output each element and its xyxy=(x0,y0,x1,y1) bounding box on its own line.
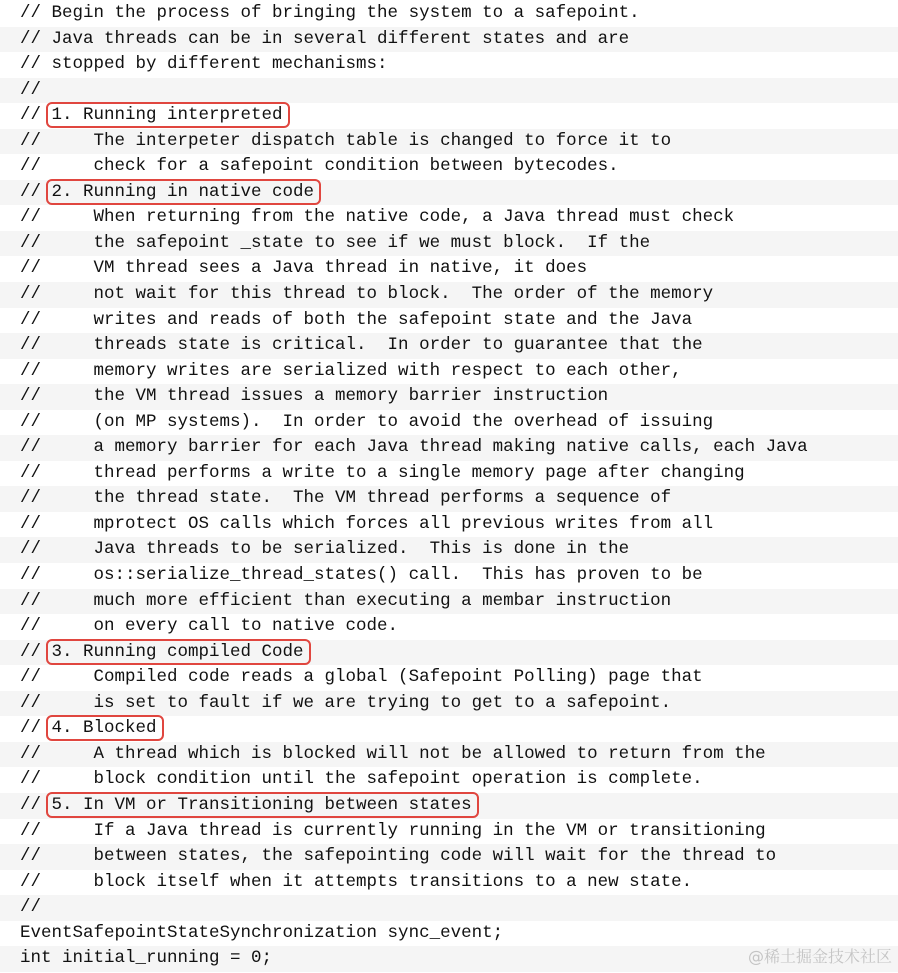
code-text: // thread performs a write to a single memory page after changing xyxy=(20,462,745,483)
code-text: // a memory barrier for each Java thread making native calls, each Java xyxy=(20,437,808,458)
code-text: EventSafepointStateSynchronization sync_event; xyxy=(20,922,504,943)
code-line xyxy=(0,359,898,385)
code-text: // Java threads can be in several different states and are xyxy=(20,28,630,49)
code-text: int initial_running = 0; xyxy=(20,948,273,969)
code-line xyxy=(0,308,898,334)
code-line xyxy=(0,52,898,78)
code-text: // not wait for this thread to block. The order of the memory xyxy=(20,284,714,305)
code-line xyxy=(0,486,898,512)
highlight-box: 4. Blocked xyxy=(48,717,162,739)
code-text: // writes and reads of both the safepoint state and the Java xyxy=(20,309,693,330)
code-text: // If a Java thread is currently running in the VM or transitioning xyxy=(20,820,766,841)
code-text: // VM thread sees a Java thread in native, it does xyxy=(20,258,588,279)
code-text: // Compiled code reads a global (Safepoint Polling) page that xyxy=(20,667,703,688)
code-line xyxy=(0,78,898,104)
code-line-highlighted xyxy=(0,793,898,819)
code-text: // check for a safepoint condition between bytecodes. xyxy=(20,156,619,177)
code-text: // the VM thread issues a memory barrier instruction xyxy=(20,386,609,407)
code-line xyxy=(0,819,898,845)
code-line xyxy=(0,742,898,768)
code-line-highlighted xyxy=(0,640,898,666)
watermark: @稀土掘金技术社区 xyxy=(747,947,892,966)
code-line xyxy=(0,870,898,896)
code-line-highlighted xyxy=(0,180,898,206)
code-line xyxy=(0,895,898,921)
code-line xyxy=(0,921,898,947)
code-line xyxy=(0,129,898,155)
code-text: // mprotect OS calls which forces all previous writes from all xyxy=(20,513,714,534)
code-line xyxy=(0,27,898,53)
highlight-box: 3. Running compiled Code xyxy=(48,641,309,663)
code-text: // memory writes are serialized with respect to each other, xyxy=(20,360,682,381)
code-line xyxy=(0,537,898,563)
code-line xyxy=(0,844,898,870)
code-line xyxy=(0,665,898,691)
code-text: // block itself when it attempts transitions to a new state. xyxy=(20,871,693,892)
code-text: // os::serialize_thread_states() call. This has proven to be xyxy=(20,565,703,586)
code-text: // threads state is critical. In order to guarantee that the xyxy=(20,335,703,356)
code-line-highlighted xyxy=(0,103,898,129)
code-line xyxy=(0,205,898,231)
code-line xyxy=(0,767,898,793)
code-text: // Java threads to be serialized. This is done in the xyxy=(20,539,630,560)
code-text: // on every call to native code. xyxy=(20,616,399,637)
code-line xyxy=(0,333,898,359)
comment-marker: // xyxy=(20,718,52,739)
code-text: // Begin the process of bringing the system to a safepoint. xyxy=(20,3,640,23)
code-text: // A thread which is blocked will not be allowed to return from the xyxy=(20,743,766,764)
code-line xyxy=(0,435,898,461)
code-text: // (on MP systems). In order to avoid the overhead of issuing xyxy=(20,411,714,432)
comment-marker: // xyxy=(20,181,52,202)
code-text: // The interpeter dispatch table is changed to force it to xyxy=(20,130,672,151)
code-text: // stopped by different mechanisms: xyxy=(20,54,388,75)
comment-marker: // xyxy=(20,641,52,662)
code-text: // the safepoint _state to see if we must block. If the xyxy=(20,232,651,253)
code-line xyxy=(0,589,898,615)
code-text: // much more efficient than executing a membar instruction xyxy=(20,590,672,611)
comment-marker: // xyxy=(20,794,52,815)
code-text: // the thread state. The VM thread performs a sequence of xyxy=(20,488,672,509)
code-line xyxy=(0,282,898,308)
code-text: // xyxy=(20,897,42,918)
highlight-box: 1. Running interpreted xyxy=(48,104,288,126)
code-line xyxy=(0,563,898,589)
code-line xyxy=(0,231,898,257)
highlight-box: 2. Running in native code xyxy=(48,181,320,203)
code-line xyxy=(0,614,898,640)
code-line xyxy=(0,256,898,282)
code-line xyxy=(0,410,898,436)
code-line xyxy=(0,512,898,538)
comment-marker: // xyxy=(20,105,52,126)
code-line xyxy=(0,1,898,27)
code-block xyxy=(0,1,898,972)
highlight-box: 5. In VM or Transitioning between states xyxy=(48,794,477,816)
code-line xyxy=(0,461,898,487)
code-line xyxy=(0,154,898,180)
code-text: // When returning from the native code, a Java thread must check xyxy=(20,207,735,228)
code-line xyxy=(0,384,898,410)
code-line xyxy=(0,691,898,717)
code-line-highlighted xyxy=(0,716,898,742)
code-text: // between states, the safepointing code will wait for the thread to xyxy=(20,846,777,867)
code-text: // is set to fault if we are trying to get to a safepoint. xyxy=(20,692,672,713)
code-text: // xyxy=(20,79,42,100)
code-text: // block condition until the safepoint operation is complete. xyxy=(20,769,703,790)
